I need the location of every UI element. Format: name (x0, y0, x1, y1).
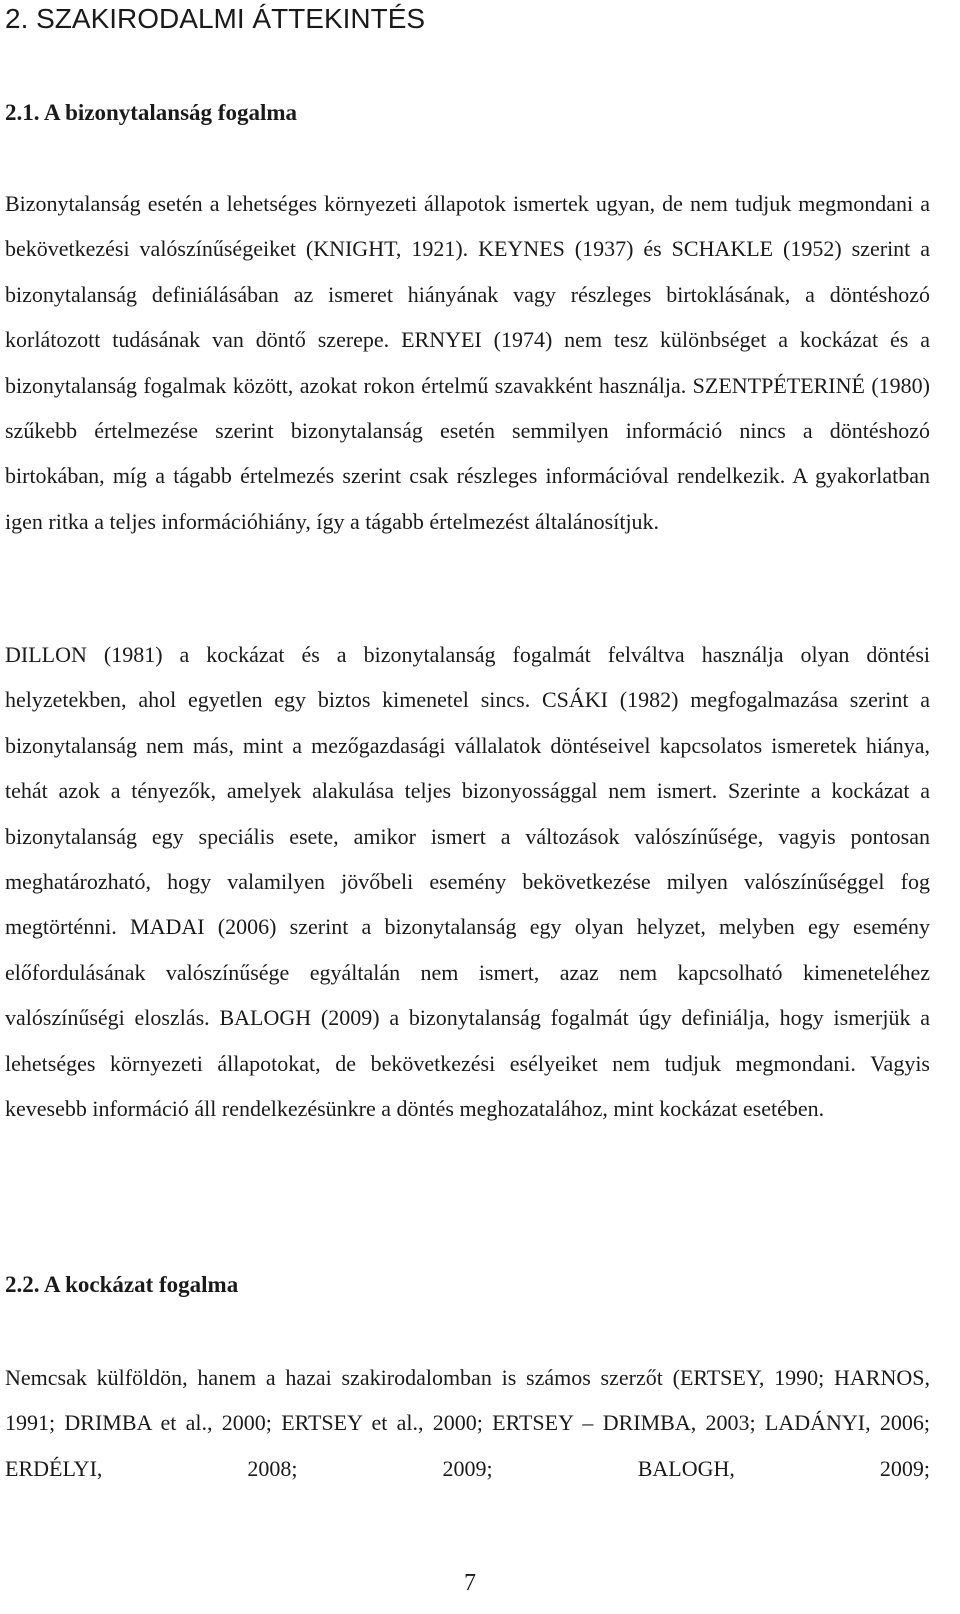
section-heading-2-2: 2.2. A kockázat fogalma (5, 1272, 239, 1297)
section-heading-2-1: 2.1. A bizonytalanság fogalma (5, 100, 298, 125)
page-number: 7 (464, 1570, 476, 1596)
paragraph-risk-concept: Nemcsak külföldön, hanem a hazai szakirodalomban is számos szerzőt (ERTSEY, 1990; HARNOS, 1991; DRIMBA et al., 2000; ERTSEY et al., 2000; ERTSEY – DRIMBA, 2003; LADÁNYI, 2006; ERDÉLYI, 2008; 2009; BALOGH, 2009; (5, 1365, 930, 1481)
chapter-title: 2. SZAKIRODALMI ÁTTEKINTÉS (5, 3, 426, 34)
paragraph-uncertainty-authors: DILLON (1981) a kockázat és a bizonytalanság fogalmát felváltva használja olyan döntési helyzetekben, ahol egyetlen egy biztos kimenetel sincs. CSÁKI (1982) megfogalmazása szerint a bizonytalanság nem más, mint a mezőgazdasági vállalatok döntéseivel kapcsolatos ismeretek hiánya, tehát azok a tényezők, amelyek alakulása teljes bizonyossággal nem ismert. Szerinte a kockázat a bizonytalanság egy speciális esete, amikor ismert a változások valószínűsége, vagyis pontosan meghatározható, hogy valamilyen jövőbeli esemény bekövetkezése milyen valószínűséggel fog megtörténni. MADAI (2006) szerint a bizonytalanság egy olyan helyzet, melyben egy esemény előfordulásának valószínűsége egyáltalán nem ismert, azaz nem kapcsolható kimeneteléhez valószínűségi eloszlás. BALOGH (2009) a bizonytalanság fogalmát úgy definiálja, hogy ismerjük a lehetséges környezeti állapotokat, de bekövetkezési esélyeiket nem tudjuk megmondani. Vagyis kevesebb információ áll rendelkezésünkre a döntés meghozatalához, mint kockázat esetében. (5, 642, 930, 1122)
paragraph-uncertainty-definitions: Bizonytalanság esetén a lehetséges környezeti állapotok ismertek ugyan, de nem tudjuk megmondani a bekövetkezési valószínűségeiket (KNIGHT, 1921). KEYNES (1937) és SCHAKLE (1952) szerint a bizonytalanság definiálásában az ismeret hiányának vagy részleges birtoklásának, a döntéshozó korlátozott tudásának van döntő szerepe. ERNYEI (1974) nem tesz különbséget a kockázat és a bizonytalanság fogalmak között, azokat rokon értelmű szavakként használja. SZENTPÉTERINÉ (1980) szűkebb értelmezése szerint bizonytalanság esetén semmilyen információ nincs a döntéshozó birtokában, míg a tágabb értelmezés szerint csak részleges információval rendelkezik. A gyakorlatban igen ritka a teljes információhiány, így a tágabb értelmezést általánosítjuk. (5, 191, 930, 534)
